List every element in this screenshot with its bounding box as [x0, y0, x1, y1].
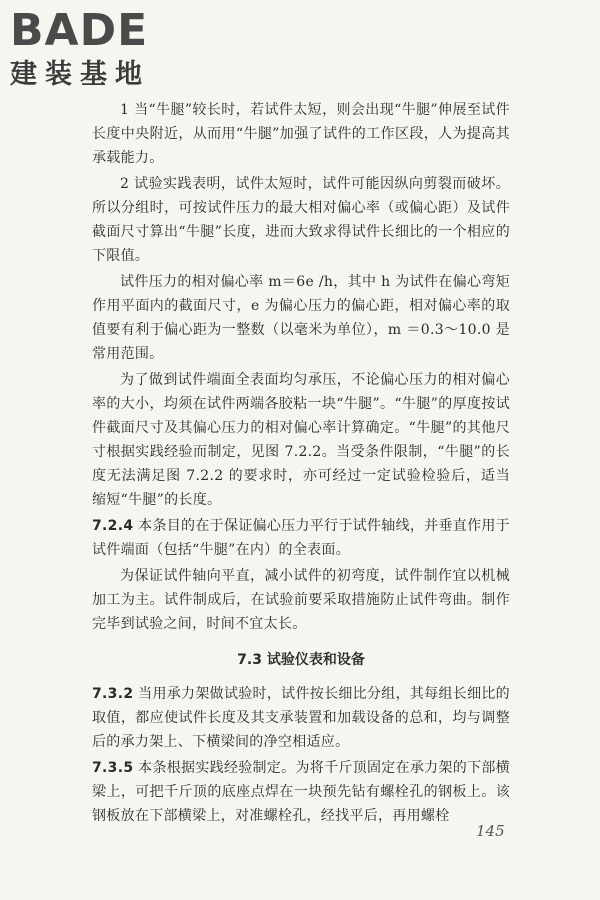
clause-text: 当用承力架做试验时，试件按长细比分组，其每组长细比的取值，都应使试件长度及其支承装置和加载设备的总和，均与调整后的承力架上、下横梁间的净空相适应。 — [92, 686, 510, 750]
page-body — [92, 98, 510, 830]
clause-text: 本条目的在于保证偏心压力平行于试件轴线，并垂直作用于试件端面（包括“牛腿”在内）的全表面。 — [92, 518, 510, 558]
paragraph-3: 试件压力的相对偏心率 m＝6e /h，其中 h 为试件在偏心弯矩作用平面内的截面尺寸，e 为偏心压力的偏心距，相对偏心率的取值要有利于偏心距为一整数（以毫米为单位），m ＝0.3～10.0 是常用范围。 — [92, 274, 510, 362]
clause-7-3-5 — [92, 756, 510, 828]
logo — [10, 5, 150, 90]
paragraph-2: 2 试验实践表明，试件太短时，试件可能因纵向剪裂而破坏。所以分组时，可按试件压力的最大相对偏心率（或偏心距）及试件截面尺寸算出“牛腿”长度，进而大致求得试件长细比的一个相应的下限值。 — [92, 176, 510, 264]
page-number: 145 — [476, 822, 505, 840]
clause-number: 7.2.4 — [92, 518, 134, 534]
section-title: 7.3 试验仪表和设备 — [237, 652, 365, 668]
clause-number: 7.3.5 — [92, 760, 134, 776]
paragraph-1: 1 当“牛腿”较长时，若试件太短，则会出现“牛腿”伸展至试件长度中央附近，从而用“牛腿”加强了试件的工作区段，人为提高其承载能力。 — [92, 102, 510, 166]
logo-mark: BADE — [10, 5, 149, 56]
logo-subtitle: 建装基地 — [10, 59, 150, 90]
clause-7-2-4 — [92, 514, 510, 562]
clause-number: 7.3.2 — [92, 686, 134, 702]
clause-text: 本条根据实践经验制定。为将千斤顶固定在承力架的下部横梁上，可把千斤顶的底座点焊在一块预先钻有螺栓孔的钢板上。该钢板放在下部横梁上，对准螺栓孔，经找平后，再用螺栓 — [92, 760, 510, 824]
paragraph-4: 为了做到试件端面全表面均匀承压，不论偏心压力的相对偏心率的大小，均须在试件两端各胶粘一块“牛腿”。“牛腿”的厚度按试件截面尺寸及其偏心压力的相对偏心率计算确定。“牛腿”的其他尺寸根据实践经验而制定，见图 7.2.2。当受条件限制，“牛腿”的长度无法满足图 7.2.2 的要求时，亦可经过一定试验检验后，适当缩短“牛腿”的长度。 — [92, 372, 510, 508]
clause-7-3-2 — [92, 682, 510, 754]
paragraph-6: 为保证试件轴向平直，减小试件的初弯度，试件制作宜以机械加工为主。试件制成后，在试验前要采取措施防止试件弯曲。制作完毕到试验之间，时间不宜太长。 — [92, 568, 510, 632]
